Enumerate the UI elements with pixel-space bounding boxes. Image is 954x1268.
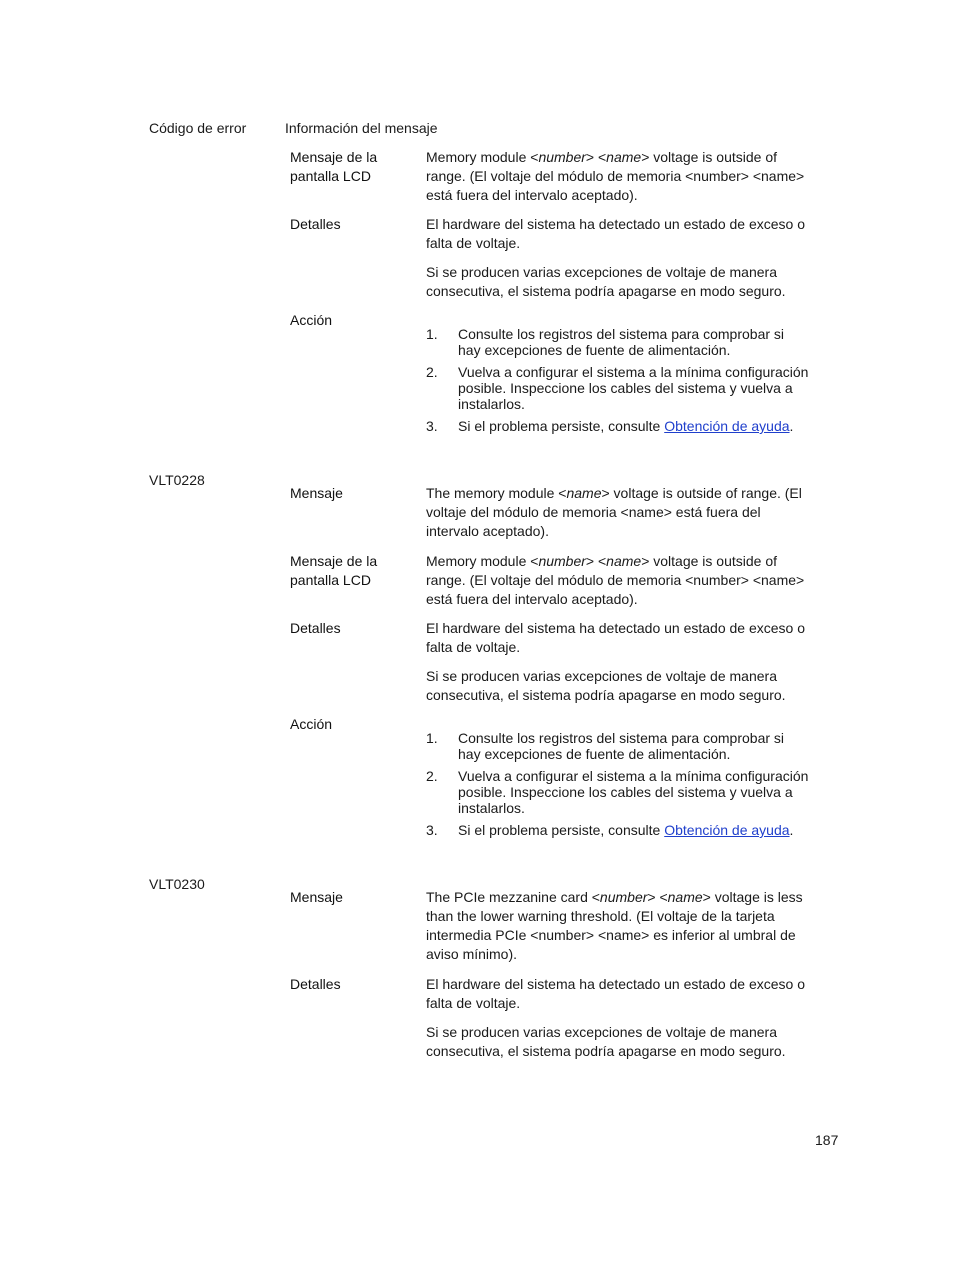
error-code-vlt0230: VLT0230 (149, 876, 205, 892)
message-label: Mensaje (290, 889, 343, 905)
error-code-vlt0228: VLT0228 (149, 472, 205, 488)
lcd-message-label: Mensaje de la pantalla LCD (290, 553, 378, 588)
details-text-2: Si se producen varias excepciones de voltaje de manera consecutiva, el sistema podría apagarse en modo seguro. (426, 1024, 786, 1059)
details-label: Detalles (290, 976, 341, 992)
details-text: El hardware del sistema ha detectado un estado de exceso o falta de voltaje. (426, 976, 806, 1011)
action-step-1: 1. Consulte los registros del sistema para comprobar si hay excepciones de fuente de alimentación. (426, 326, 785, 358)
get-help-link[interactable]: Obtención de ayuda (664, 822, 790, 838)
lcd-message-text: Memory module <number> <name> voltage is outside of range. (El voltaje del módulo de memoria <number> <name> está fuera del intervalo aceptado). (426, 553, 805, 607)
message-label: Mensaje (290, 485, 343, 501)
action-step-2: 2. Vuelva a configurar el sistema a la mínima configuración posible. Inspeccione los cables del sistema y vuelva a instalarlos. (426, 768, 809, 816)
details-label: Detalles (290, 620, 341, 636)
page-number: 187 (815, 1132, 839, 1148)
column-header-error-code: Código de error (149, 120, 247, 136)
lcd-message-text: Memory module <number> <name> voltage is outside of range. (El voltaje del módulo de memoria <number> <name> está fuera del intervalo aceptado). (426, 149, 805, 203)
action-step-3: 3. Si el problema persiste, consulte Obtención de ayuda. (426, 822, 794, 838)
details-label: Detalles (290, 216, 341, 232)
lcd-message-label: Mensaje de la pantalla LCD (290, 149, 378, 184)
action-step-3: 3. Si el problema persiste, consulte Obtención de ayuda. (426, 418, 794, 434)
action-step-1: 1. Consulte los registros del sistema para comprobar si hay excepciones de fuente de alimentación. (426, 730, 785, 762)
details-text: El hardware del sistema ha detectado un estado de exceso o falta de voltaje. (426, 620, 806, 655)
details-text-2: Si se producen varias excepciones de voltaje de manera consecutiva, el sistema podría apagarse en modo seguro. (426, 668, 786, 703)
action-step-2: 2. Vuelva a configurar el sistema a la mínima configuración posible. Inspeccione los cables del sistema y vuelva a instalarlos. (426, 364, 809, 412)
message-text: The PCIe mezzanine card <number> <name> voltage is less than the lower warning threshold. (El voltaje de la tarjeta intermedia PCIe <number> <name> es inferior al umbral de aviso mínimo). (426, 889, 803, 962)
column-header-message-info: Información del mensaje (285, 120, 438, 136)
get-help-link[interactable]: Obtención de ayuda (664, 418, 790, 434)
action-label: Acción (290, 312, 333, 328)
action-label: Acción (290, 716, 333, 732)
message-text: The memory module <name> voltage is outside of range. (El voltaje del módulo de memoria <name> está fuera del intervalo aceptado). (426, 485, 802, 539)
details-text: El hardware del sistema ha detectado un estado de exceso o falta de voltaje. (426, 216, 806, 251)
details-text-2: Si se producen varias excepciones de voltaje de manera consecutiva, el sistema podría apagarse en modo seguro. (426, 264, 786, 299)
